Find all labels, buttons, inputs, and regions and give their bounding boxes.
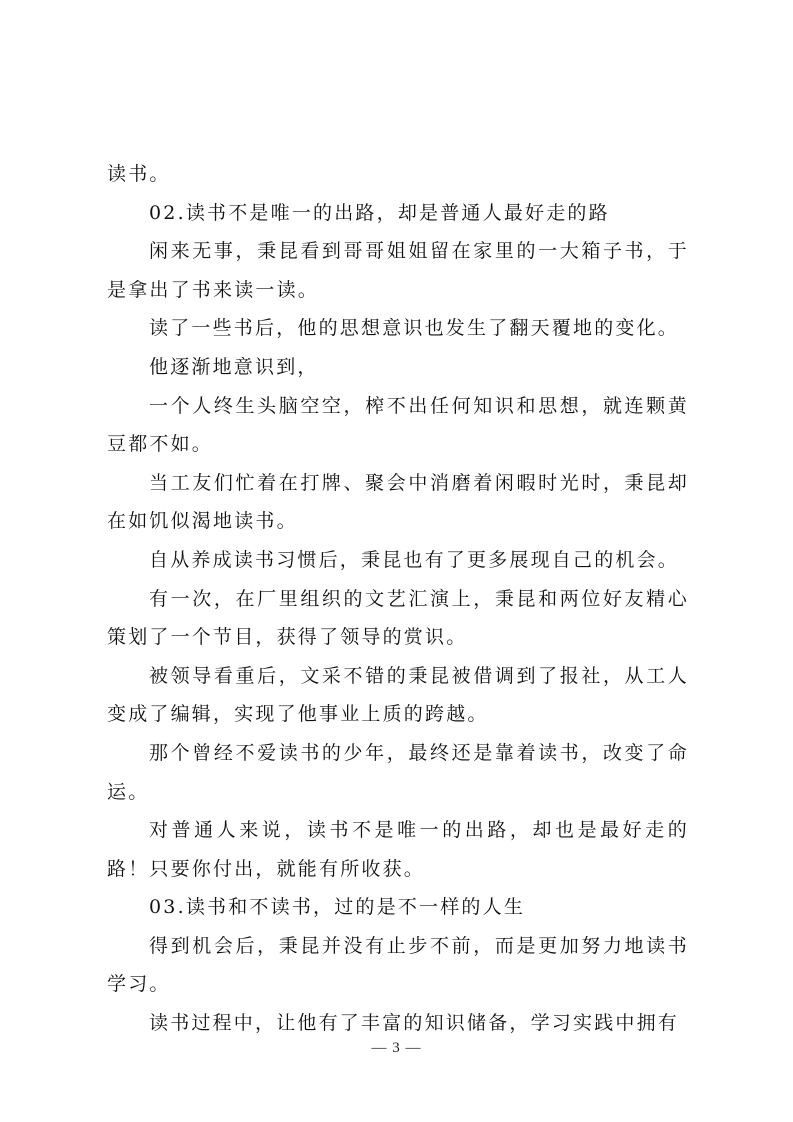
page-number: — 3 —	[371, 1040, 422, 1056]
paragraph: 他逐渐地意识到，	[149, 355, 319, 378]
section-heading-02: 02.读书不是唯一的出路，却是普通人最好走的路	[149, 201, 610, 224]
paragraph: 有一次，在厂里组织的文艺汇演上，秉昆和两位好友精心策划了一个节目，获得了领导的赏识。	[107, 587, 689, 649]
paragraph: 闲来无事，秉昆看到哥哥姐姐留在家里的一大箱子书，于是拿出了书来读一读。	[107, 240, 689, 301]
paragraph: 那个曾经不爱读书的少年，最终还是靠着读书，改变了命运。	[107, 741, 689, 803]
section-heading-03: 03.读书和不读书，过的是不一样的人生	[149, 896, 526, 919]
paragraph: 自从养成读书习惯后，秉昆也有了更多展现自己的机会。	[149, 548, 680, 571]
paragraph: 读书过程中，让他有了丰富的知识储备，学习实践中拥有	[149, 1012, 680, 1035]
paragraph: 一个人终生头脑空空，榨不出任何知识和思想，就连颗黄豆都不如。	[107, 394, 689, 456]
document-body	[107, 155, 689, 1043]
paragraph: 对普通人来说，读书不是唯一的出路，却也是最好走的路！只要你付出，就能有所收获。	[107, 819, 689, 880]
paragraph-continuation: 读书。	[107, 163, 171, 185]
paragraph: 当工友们忙着在打牌、聚会中消磨着闲暇时光时，秉昆却在如饥似渴地读书。	[107, 471, 689, 533]
paragraph: 得到机会后，秉昆并没有止步不前，而是更加努力地读书学习。	[107, 934, 689, 996]
paragraph: 被领导看重后，文采不错的秉昆被借调到了报社，从工人变成了编辑，实现了他事业上质的跨越。	[107, 664, 689, 726]
paragraph: 读了一些书后，他的思想意识也发生了翻天覆地的变化。	[149, 317, 680, 340]
